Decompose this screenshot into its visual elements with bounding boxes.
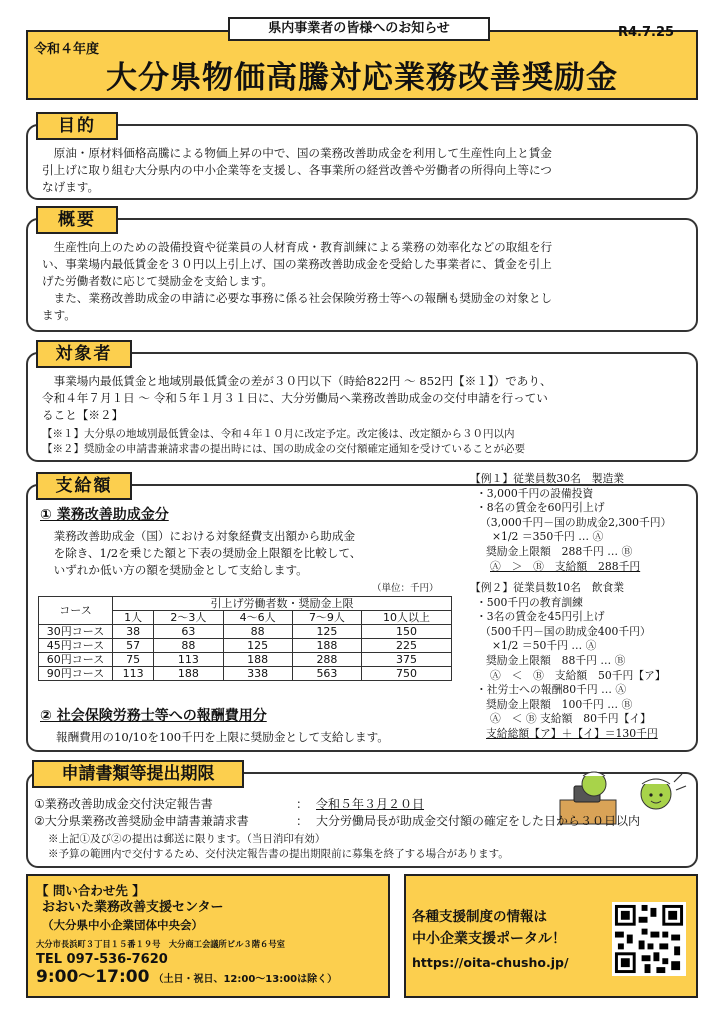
column-header: 2～3人 xyxy=(154,611,223,625)
notice-label: 県内事業者の皆様へのお知らせ xyxy=(228,17,490,41)
example-line: 【例２】従業員数10名 飲食業 xyxy=(470,581,625,594)
value-cell: 88 xyxy=(223,625,292,639)
portal-content xyxy=(412,906,612,976)
value-cell: 188 xyxy=(154,667,223,681)
overview-line: げた労働者数に応じて奨励金を支給します。 xyxy=(42,274,273,288)
example-line: Ⓐ ＜ Ⓑ 支給額 80千円【イ】 xyxy=(490,712,651,726)
value-cell: 288 xyxy=(292,653,361,667)
target-line: 事業場内最低賃金と地域別最低賃金の差が３０円以下（時給822円 ～ 852円【※１】）であり、 xyxy=(53,374,552,388)
overview-text xyxy=(42,239,692,324)
payment-sub1-text xyxy=(42,528,462,579)
deadline-item-label: ②大分県業務改善奨励金申請書兼請求書 xyxy=(34,814,249,828)
example-line: 支給総額【ア】＋【イ】＝130千円 xyxy=(486,726,658,740)
column-header: 10人以上 xyxy=(362,611,452,625)
table-row xyxy=(39,653,452,667)
overview-line: い、事業場内最低賃金を３０円以上引上げ、国の業務改善助成金を受給した事業者に、賃金を引上 xyxy=(42,257,552,271)
course-cell: 60円コース xyxy=(39,653,113,667)
group-header: 引上げ労働者数・奨励金上限 xyxy=(113,597,452,611)
deadline-item xyxy=(34,796,694,813)
deadline-item xyxy=(34,813,694,830)
value-cell: 38 xyxy=(113,625,154,639)
purpose-line: なげます。 xyxy=(42,180,100,194)
target-text xyxy=(42,373,692,457)
value-cell: 375 xyxy=(362,653,452,667)
payment-sub2-text: 報酬費用の10/10を100千円を上限に奨励金として支給します。 xyxy=(56,730,389,744)
target-note: 【※１】大分県の地域別最低賃金は、令和４年１０月に改定予定。改定後は、改定額から３０円以内 xyxy=(42,428,515,440)
deadline-item-colon: ： xyxy=(296,797,309,811)
qr-code-icon[interactable] xyxy=(612,902,686,976)
overview-tag: 概要 xyxy=(36,206,118,234)
contact-hours-row xyxy=(36,969,386,988)
overview-line: 生産性向上のための設備投資や従業員の人材育成・教育訓練による業務の効率化などの取組を行 xyxy=(53,240,553,254)
example-line: （3,000千円－国の助成金2,300千円） xyxy=(480,515,672,529)
target-line: 令和４年７月１日 ～ 令和５年１月３１日に、大分労働局へ業務改善助成金の交付申請を行ってい xyxy=(42,391,548,405)
deadline-item-label: ①業務改善助成金交付決定報告書 xyxy=(34,797,213,811)
example-line: （500千円－国の助成金400千円） xyxy=(480,624,651,638)
value-cell: 125 xyxy=(223,639,292,653)
purpose-line: 引上げに取り組む大分県内の中小企業等を支援し、各事業所の経営改善や労働者の所得向上等につ xyxy=(42,163,552,177)
contact-heading: 【 問い合わせ先 】 xyxy=(36,883,145,898)
value-cell: 338 xyxy=(223,667,292,681)
value-cell: 113 xyxy=(154,653,223,667)
example-line: ・500千円の教育訓練 xyxy=(476,595,583,609)
deadline-tag: 申請書類等提出期限 xyxy=(32,760,244,788)
example-line: Ⓐ ＞ Ⓑ 支給額 288千円 xyxy=(490,559,641,573)
value-cell: 563 xyxy=(292,667,361,681)
portal-url[interactable]: https://oita-chusho.jp/ xyxy=(412,955,569,970)
course-cell: 30円コース xyxy=(39,625,113,639)
value-cell: 113 xyxy=(113,667,154,681)
example-line: ・3,000千円の設備投資 xyxy=(476,486,594,500)
contact-org-sub: （大分県中小企業団体中央会） xyxy=(42,918,203,932)
target-line: ること【※２】 xyxy=(42,408,124,422)
example-line: 奨励金上限額 288千円 … Ⓑ xyxy=(486,544,633,558)
deadline-item-value: 令和５年３月２０日 xyxy=(316,797,425,811)
payment-sub1-heading: ① 業務改善助成金分 xyxy=(40,507,169,523)
example-line: 奨励金上限額 88千円 … Ⓑ xyxy=(486,653,626,667)
example-line: ・8名の賃金を60円引上げ xyxy=(476,501,605,515)
portal-line1: 各種支援制度の情報は xyxy=(412,909,547,925)
payment-tag: 支給額 xyxy=(36,472,132,500)
deadline-note: ※予算の範囲内で交付するため、交付決定報告書の提出期限前に募集を終了する場合があります。 xyxy=(48,848,509,860)
target-note: 【※２】奨励金の申請書兼請求書の提出時には、国の助成金の交付額確定通知を受けていることが必要 xyxy=(42,443,525,455)
value-cell: 88 xyxy=(154,639,223,653)
example-1 xyxy=(470,472,692,574)
contact-hours-note: （土日・祝日、12:00～13:00は除く） xyxy=(153,974,338,985)
value-cell: 750 xyxy=(362,667,452,681)
example-line: 奨励金上限額 100千円 … Ⓑ xyxy=(486,697,633,711)
example-line: 【例１】従業員数30名 製造業 xyxy=(470,472,625,485)
reward-cap-table xyxy=(38,596,452,681)
deadline-item-value: 大分労働局長が助成金交付額の確定をした日から３０日以内 xyxy=(316,814,641,828)
contact-hours: 9:00～17:00 xyxy=(36,967,150,987)
table-row xyxy=(39,639,452,653)
contact-address: 大分市長浜町３丁目１５番１９号 大分商工会議所ビル３階６号室 xyxy=(36,939,285,949)
example-line: Ⓐ ＜ Ⓑ 支給額 50千円【ア】 xyxy=(490,668,666,682)
portal-line2: 中小企業支援ポータル！ xyxy=(412,931,566,947)
deadline-items xyxy=(34,796,694,862)
example-line: ・社労士への報酬80千円 … Ⓐ xyxy=(476,683,627,697)
column-header: 7～9人 xyxy=(292,611,361,625)
example-line: ×1/2 ＝50千円 … Ⓐ xyxy=(492,639,597,653)
deadline-item-colon: ： xyxy=(296,814,309,828)
payment-sub1-line: を除き、1/2を乗じた額と下表の奨励金上限額を比較して、 xyxy=(53,546,362,560)
table-row xyxy=(39,667,452,681)
deadline-note: ※上記①及び②の提出は郵送に限ります。（当日消印有効） xyxy=(48,833,326,845)
purpose-text xyxy=(42,145,692,196)
course-header: コース xyxy=(39,597,113,625)
column-header: 1人 xyxy=(113,611,154,625)
example-line: ×1/2 ＝350千円 … Ⓐ xyxy=(492,530,604,544)
value-cell: 225 xyxy=(362,639,452,653)
course-cell: 90円コース xyxy=(39,667,113,681)
value-cell: 188 xyxy=(223,653,292,667)
course-cell: 45円コース xyxy=(39,639,113,653)
value-cell: 63 xyxy=(154,625,223,639)
value-cell: 150 xyxy=(362,625,452,639)
column-header: 4～6人 xyxy=(223,611,292,625)
example-2 xyxy=(470,581,692,742)
page-title: 大分県物価高騰対応業務改善奨励金 xyxy=(106,60,618,96)
value-cell: 75 xyxy=(113,653,154,667)
contact-content xyxy=(36,882,386,988)
value-cell: 125 xyxy=(292,625,361,639)
purpose-tag: 目的 xyxy=(36,112,118,140)
value-cell: 188 xyxy=(292,639,361,653)
overview-line: ます。 xyxy=(42,308,76,322)
contact-tel[interactable]: TEL 097-536-7620 xyxy=(36,952,168,967)
target-tag: 対象者 xyxy=(36,340,132,368)
table-row xyxy=(39,625,452,639)
payment-sub1-line: いずれか低い方の額を奨励金として支給します。 xyxy=(53,563,308,577)
issue-date: R4.7.25 xyxy=(618,25,675,40)
contact-org: おおいた業務改善支援センター xyxy=(42,900,224,915)
fiscal-year-label: 令和４年度 xyxy=(34,42,100,57)
value-cell: 57 xyxy=(113,639,154,653)
example-line: ・3名の賃金を45円引上げ xyxy=(476,610,605,624)
overview-line: また、業務改善助成金の申請に必要な事務に係る社会保険労務士等への報酬も奨励金の対象とし xyxy=(53,291,553,305)
purpose-line: 原油・原材料価格高騰による物価上昇の中で、国の業務改善助成金を利用して生産性向上と賃金 xyxy=(53,146,552,160)
table-header-row xyxy=(39,597,452,611)
payment-sub2-heading: ② 社会保険労務士等への報酬費用分 xyxy=(40,708,267,724)
table-unit: （単位：千円） xyxy=(372,583,439,594)
payment-sub1-line: 業務改善助成金（国）における対象経費支出額から助成金 xyxy=(53,529,356,543)
